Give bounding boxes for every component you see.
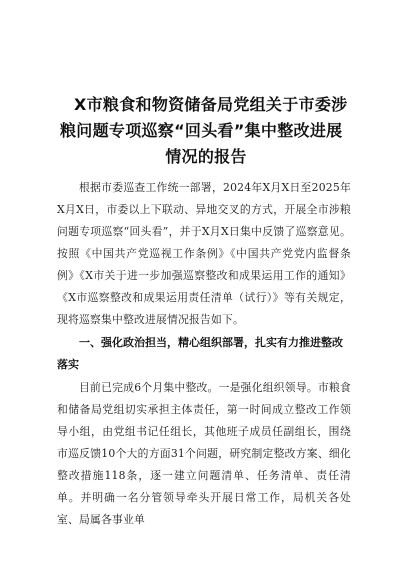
document-title (60, 92, 352, 170)
intro-paragraph: 根据市委巡查工作统一部署，2024年X月X日至2025年X月X日，市委以上下联动、异地交叉的方式，开展全市涉粮问题专项巡察“回头看”，并于X月X日集中反馈了巡察意见。按照《中国共产党巡视工作条例》《中国共产党党内监督条例》《X市关于进一步加强巡察整改和成果运用工作的通知》《X市巡察整改和成果运用责任清单（试行）》等有关规定，现将巡察集中整改进展情况报告如下。 (57, 181, 351, 326)
title-line-2: 粮问题专项巡察“回头看”集中整改进展 (60, 121, 343, 140)
title-line-1: X市粮食和物资储备局党组关于市委涉 (74, 95, 348, 114)
section-1-paragraph: 目前已完成6个月集中整改。一是强化组织领导。市粮食和储备局党组切实承担主体责任，第一时间成立整改工作领导小组，由党组书记任组长，其他班子成员任副组长，围绕市巡反馈10个大的方面31个问题，研究制定整改方案、细化整改措施118条，逐一建立问题清单、任务清单、责任清单。并明确一名分管领导牵头开展日常工作，局机关各处室、局属各事业单 (57, 381, 351, 526)
section-heading-1: 一、强化政治担当，精心组织部署，扎实有力推进整改落实 (57, 336, 343, 371)
title-line-3: 情况的报告 (165, 147, 247, 166)
